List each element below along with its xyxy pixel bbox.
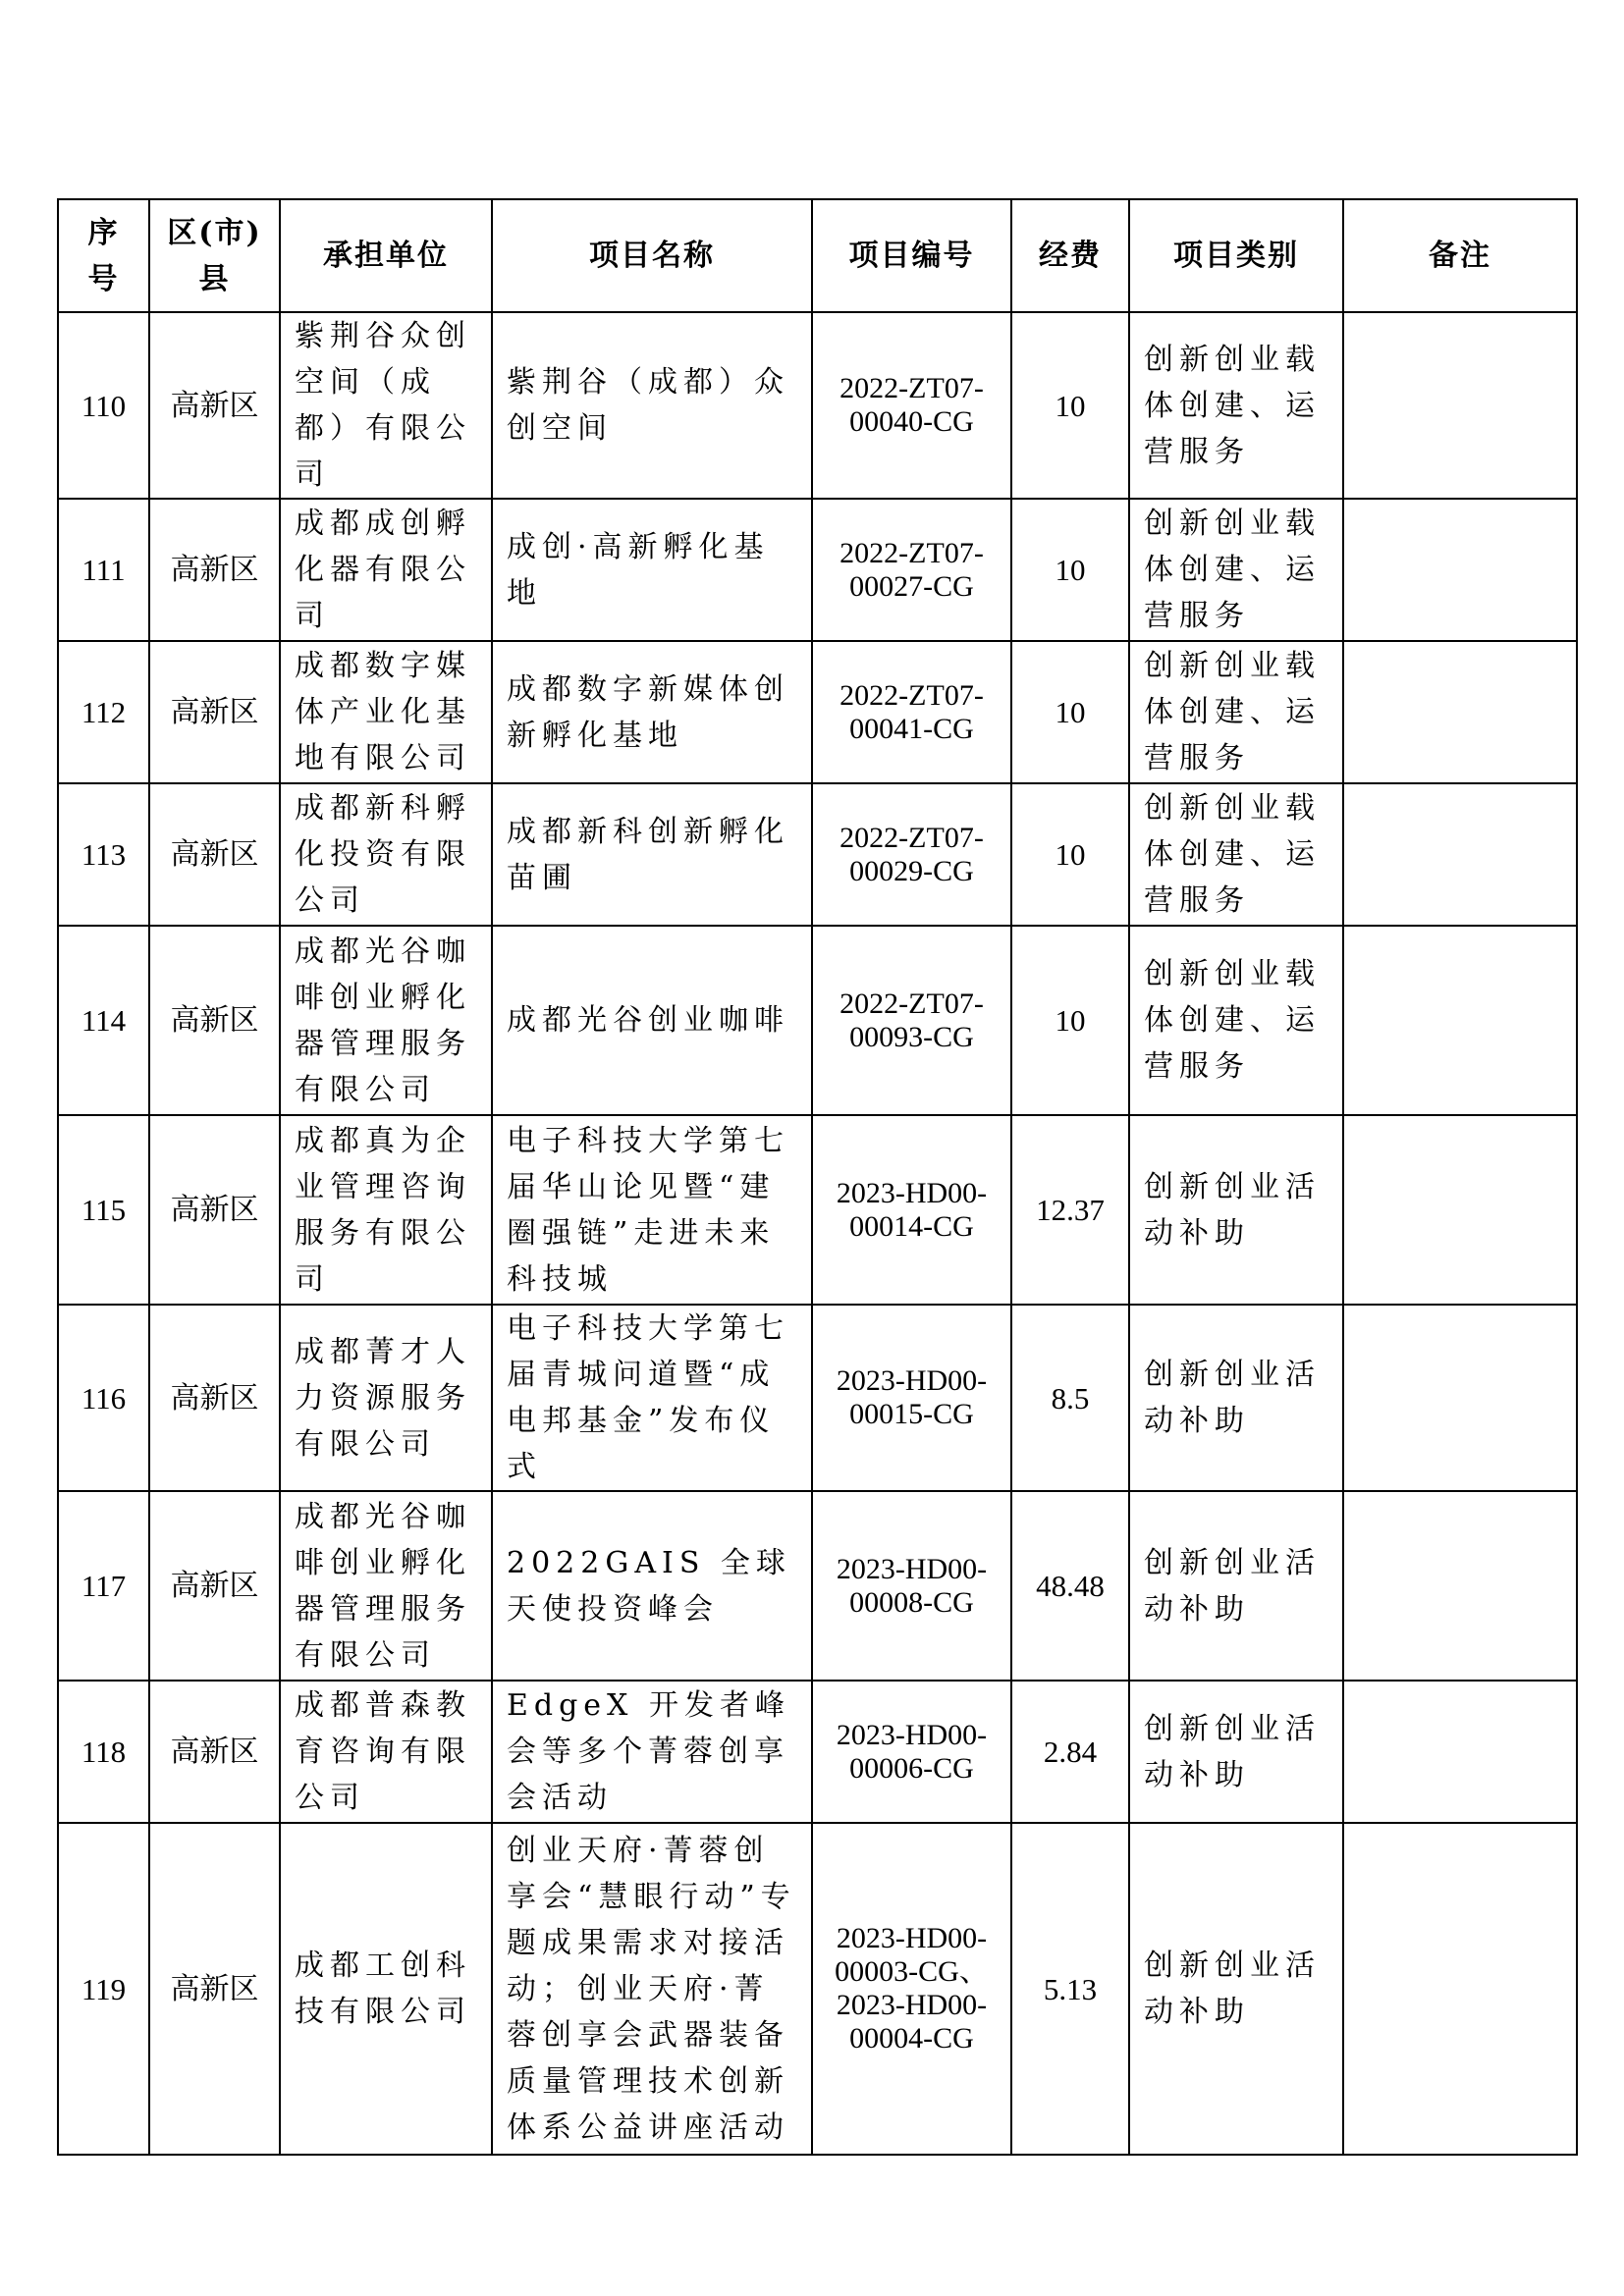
table-row bbox=[58, 499, 1577, 641]
cell-fee: 10 bbox=[1011, 783, 1129, 926]
table-row bbox=[58, 1823, 1577, 2155]
project-funding-table bbox=[57, 198, 1578, 2156]
cell-category: 创新创业载体创建、运营服务 bbox=[1129, 641, 1343, 783]
cell-district: 高新区 bbox=[149, 783, 280, 926]
cell-note bbox=[1343, 926, 1577, 1115]
cell-fee: 10 bbox=[1011, 926, 1129, 1115]
cell-unit: 成都光谷咖啡创业孵化器管理服务有限公司 bbox=[280, 926, 492, 1115]
cell-district: 高新区 bbox=[149, 1491, 280, 1681]
table-row bbox=[58, 1491, 1577, 1681]
cell-category: 创新创业活动补助 bbox=[1129, 1681, 1343, 1823]
cell-project: 成都光谷创业咖啡 bbox=[492, 926, 812, 1115]
cell-seq: 117 bbox=[58, 1491, 149, 1681]
cell-seq: 113 bbox=[58, 783, 149, 926]
header-unit: 承担单位 bbox=[280, 199, 492, 312]
cell-fee: 2.84 bbox=[1011, 1681, 1129, 1823]
cell-seq: 115 bbox=[58, 1115, 149, 1305]
cell-project: 成创·高新孵化基地 bbox=[492, 499, 812, 641]
cell-code: 2023-HD00- 00003-CG、 2023-HD00- 00004-CG bbox=[812, 1823, 1011, 2155]
cell-fee: 10 bbox=[1011, 641, 1129, 783]
cell-project: 创业天府·菁蓉创享会“慧眼行动”专题成果需求对接活动；创业天府·菁蓉创享会武器装备质量管理技术创新体系公益讲座活动 bbox=[492, 1823, 812, 2155]
table-row bbox=[58, 1115, 1577, 1305]
cell-district: 高新区 bbox=[149, 641, 280, 783]
cell-district: 高新区 bbox=[149, 926, 280, 1115]
cell-unit: 成都光谷咖啡创业孵化器管理服务有限公司 bbox=[280, 1491, 492, 1681]
cell-fee: 5.13 bbox=[1011, 1823, 1129, 2155]
cell-unit: 成都成创孵化器有限公司 bbox=[280, 499, 492, 641]
cell-code: 2023-HD00- 00014-CG bbox=[812, 1115, 1011, 1305]
header-seq: 序 号 bbox=[58, 199, 149, 312]
cell-note bbox=[1343, 1115, 1577, 1305]
cell-seq: 116 bbox=[58, 1305, 149, 1491]
cell-note bbox=[1343, 1305, 1577, 1491]
cell-note bbox=[1343, 1823, 1577, 2155]
cell-code: 2022-ZT07- 00040-CG bbox=[812, 312, 1011, 499]
cell-project: 紫荆谷（成都）众创空间 bbox=[492, 312, 812, 499]
table-header-row bbox=[58, 199, 1577, 312]
cell-fee: 48.48 bbox=[1011, 1491, 1129, 1681]
cell-fee: 10 bbox=[1011, 499, 1129, 641]
cell-seq: 119 bbox=[58, 1823, 149, 2155]
table-row bbox=[58, 641, 1577, 783]
cell-unit: 成都真为企业管理咨询服务有限公司 bbox=[280, 1115, 492, 1305]
cell-unit: 成都菁才人力资源服务有限公司 bbox=[280, 1305, 492, 1491]
cell-fee: 10 bbox=[1011, 312, 1129, 499]
cell-district: 高新区 bbox=[149, 1115, 280, 1305]
header-code: 项目编号 bbox=[812, 199, 1011, 312]
cell-district: 高新区 bbox=[149, 1681, 280, 1823]
cell-unit: 紫荆谷众创空间（成都）有限公司 bbox=[280, 312, 492, 499]
cell-code: 2022-ZT07- 00029-CG bbox=[812, 783, 1011, 926]
table-row bbox=[58, 1305, 1577, 1491]
cell-category: 创新创业活动补助 bbox=[1129, 1491, 1343, 1681]
cell-unit: 成都数字媒体产业化基地有限公司 bbox=[280, 641, 492, 783]
cell-category: 创新创业活动补助 bbox=[1129, 1823, 1343, 2155]
cell-project: 电子科技大学第七届青城问道暨“成电邦基金”发布仪式 bbox=[492, 1305, 812, 1491]
cell-note bbox=[1343, 783, 1577, 926]
cell-note bbox=[1343, 312, 1577, 499]
cell-note bbox=[1343, 1681, 1577, 1823]
cell-code: 2022-ZT07- 00027-CG bbox=[812, 499, 1011, 641]
cell-note bbox=[1343, 1491, 1577, 1681]
cell-district: 高新区 bbox=[149, 1823, 280, 2155]
cell-seq: 112 bbox=[58, 641, 149, 783]
table-row bbox=[58, 926, 1577, 1115]
cell-category: 创新创业载体创建、运营服务 bbox=[1129, 926, 1343, 1115]
cell-fee: 12.37 bbox=[1011, 1115, 1129, 1305]
cell-project: 2022GAIS 全球天使投资峰会 bbox=[492, 1491, 812, 1681]
cell-project: 成都数字新媒体创新孵化基地 bbox=[492, 641, 812, 783]
cell-code: 2022-ZT07- 00041-CG bbox=[812, 641, 1011, 783]
header-note: 备注 bbox=[1343, 199, 1577, 312]
cell-unit: 成都普森教育咨询有限公司 bbox=[280, 1681, 492, 1823]
table-row bbox=[58, 783, 1577, 926]
cell-district: 高新区 bbox=[149, 499, 280, 641]
cell-project: EdgeX 开发者峰会等多个菁蓉创享会活动 bbox=[492, 1681, 812, 1823]
cell-district: 高新区 bbox=[149, 1305, 280, 1491]
cell-seq: 111 bbox=[58, 499, 149, 641]
cell-category: 创新创业载体创建、运营服务 bbox=[1129, 499, 1343, 641]
cell-project: 成都新科创新孵化苗圃 bbox=[492, 783, 812, 926]
cell-code: 2022-ZT07- 00093-CG bbox=[812, 926, 1011, 1115]
table-row bbox=[58, 312, 1577, 499]
cell-unit: 成都新科孵化投资有限公司 bbox=[280, 783, 492, 926]
header-category: 项目类别 bbox=[1129, 199, 1343, 312]
cell-seq: 110 bbox=[58, 312, 149, 499]
cell-note bbox=[1343, 499, 1577, 641]
cell-code: 2023-HD00- 00008-CG bbox=[812, 1491, 1011, 1681]
header-fee: 经费 bbox=[1011, 199, 1129, 312]
cell-note bbox=[1343, 641, 1577, 783]
cell-category: 创新创业载体创建、运营服务 bbox=[1129, 783, 1343, 926]
cell-category: 创新创业载体创建、运营服务 bbox=[1129, 312, 1343, 499]
cell-category: 创新创业活动补助 bbox=[1129, 1115, 1343, 1305]
cell-project: 电子科技大学第七届华山论见暨“建圈强链”走进未来科技城 bbox=[492, 1115, 812, 1305]
header-project: 项目名称 bbox=[492, 199, 812, 312]
cell-seq: 114 bbox=[58, 926, 149, 1115]
cell-code: 2023-HD00- 00006-CG bbox=[812, 1681, 1011, 1823]
cell-category: 创新创业活动补助 bbox=[1129, 1305, 1343, 1491]
table-row bbox=[58, 1681, 1577, 1823]
cell-fee: 8.5 bbox=[1011, 1305, 1129, 1491]
cell-unit: 成都工创科技有限公司 bbox=[280, 1823, 492, 2155]
cell-district: 高新区 bbox=[149, 312, 280, 499]
cell-code: 2023-HD00- 00015-CG bbox=[812, 1305, 1011, 1491]
cell-seq: 118 bbox=[58, 1681, 149, 1823]
header-district: 区(市) 县 bbox=[149, 199, 280, 312]
